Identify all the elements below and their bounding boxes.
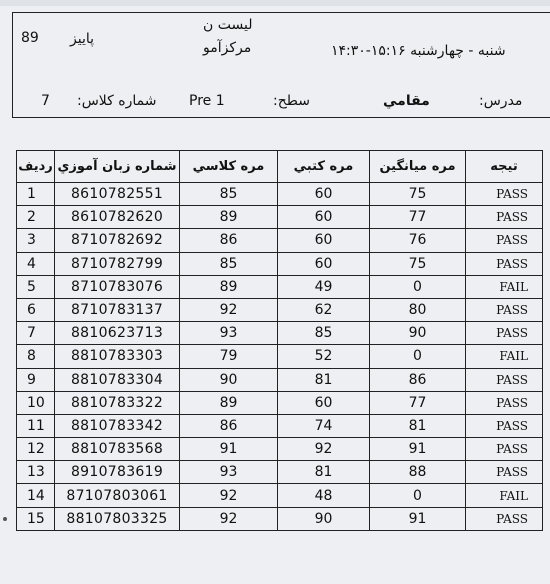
row-number-cell: 12 (17, 438, 55, 461)
table-row (17, 438, 543, 461)
class-number-value: 7 (41, 93, 50, 109)
row-number-cell: 14 (17, 484, 55, 507)
average-score-cell: 86 (370, 368, 466, 391)
table-row (17, 484, 543, 507)
result-cell: PASS (466, 322, 543, 345)
average-score-cell: 91 (370, 507, 466, 530)
table-row (17, 252, 543, 275)
average-score-cell: 75 (370, 183, 466, 206)
class-number-label: شماره کلاس: (77, 93, 157, 109)
table-row (17, 507, 543, 530)
table-row (17, 461, 543, 484)
row-number-cell: 7 (17, 322, 55, 345)
row-number-cell: 10 (17, 391, 55, 414)
table-row (17, 275, 543, 298)
table-row (17, 298, 543, 321)
row-number-cell: 9 (17, 368, 55, 391)
header-box (12, 12, 550, 118)
written-score-cell: 81 (278, 461, 370, 484)
written-score-cell: 74 (278, 414, 370, 437)
class-score-cell: 79 (180, 345, 278, 368)
student-id-cell: 8810783342 (55, 414, 180, 437)
written-score-cell: 92 (278, 438, 370, 461)
average-score-cell: 91 (370, 438, 466, 461)
result-cell: PASS (466, 368, 543, 391)
row-number-cell: 6 (17, 298, 55, 321)
result-cell: PASS (466, 438, 543, 461)
result-cell: PASS (466, 461, 543, 484)
student-id-cell: 8710782692 (55, 229, 180, 252)
class-score-cell: 89 (180, 391, 278, 414)
scan-edge (0, 0, 550, 6)
written-score-cell: 60 (278, 229, 370, 252)
written-score-cell: 60 (278, 183, 370, 206)
class-score-cell: 92 (180, 298, 278, 321)
class-score-cell: 90 (180, 368, 278, 391)
student-id-cell: 8710782799 (55, 252, 180, 275)
row-number-cell: 3 (17, 229, 55, 252)
average-score-cell: 90 (370, 322, 466, 345)
row-number-cell: 1 (17, 183, 55, 206)
table-body (17, 183, 543, 531)
average-score-cell: 77 (370, 391, 466, 414)
result-cell: PASS (466, 206, 543, 229)
class-score-cell: 86 (180, 229, 278, 252)
written-score-cell: 62 (278, 298, 370, 321)
average-score-cell: 81 (370, 414, 466, 437)
column-header-result: تيجه (466, 151, 543, 183)
result-cell: FAIL (466, 275, 543, 298)
table-row (17, 368, 543, 391)
written-score-cell: 48 (278, 484, 370, 507)
average-score-cell: 0 (370, 484, 466, 507)
written-score-cell: 81 (278, 368, 370, 391)
class-score-cell: 86 (180, 414, 278, 437)
average-score-cell: 76 (370, 229, 466, 252)
student-id-cell: 8710783076 (55, 275, 180, 298)
level-label: سطح: (273, 93, 310, 109)
student-id-cell: 8910783619 (55, 461, 180, 484)
class-score-cell: 91 (180, 438, 278, 461)
grades-table (16, 150, 543, 531)
average-score-cell: 0 (370, 345, 466, 368)
row-number-cell: 11 (17, 414, 55, 437)
class-score-cell: 89 (180, 206, 278, 229)
written-score-cell: 49 (278, 275, 370, 298)
table-row (17, 345, 543, 368)
column-header-average-score: مره ميانگين (370, 151, 466, 183)
teacher-label: مدرس: (479, 93, 523, 109)
result-cell: FAIL (466, 484, 543, 507)
student-id-cell: 8610782551 (55, 183, 180, 206)
result-cell: PASS (466, 391, 543, 414)
average-score-cell: 88 (370, 461, 466, 484)
written-score-cell: 90 (278, 507, 370, 530)
result-cell: PASS (466, 507, 543, 530)
result-cell: PASS (466, 183, 543, 206)
column-header-written-score: مره كتبي (278, 151, 370, 183)
student-id-cell: 8810783303 (55, 345, 180, 368)
written-score-cell: 52 (278, 345, 370, 368)
student-id-cell: 8710783137 (55, 298, 180, 321)
class-score-cell: 93 (180, 461, 278, 484)
level-value: Pre 1 (189, 93, 225, 109)
table-header-row (17, 151, 543, 183)
result-cell: PASS (466, 414, 543, 437)
table-row (17, 206, 543, 229)
column-header-class-score: مره كلاسي (180, 151, 278, 183)
class-score-cell: 85 (180, 183, 278, 206)
result-cell: FAIL (466, 345, 543, 368)
written-score-cell: 60 (278, 206, 370, 229)
student-id-cell: 8810783304 (55, 368, 180, 391)
class-score-cell: 92 (180, 507, 278, 530)
center-name: مرکزآمو (203, 40, 252, 56)
student-id-cell: 87107803061 (55, 484, 180, 507)
class-score-cell: 89 (180, 275, 278, 298)
row-number-cell: 5 (17, 275, 55, 298)
row-number-cell: 13 (17, 461, 55, 484)
class-score-cell: 85 (180, 252, 278, 275)
written-score-cell: 85 (278, 322, 370, 345)
table-row (17, 391, 543, 414)
column-header-row-number: ردیف (17, 151, 55, 183)
class-score-cell: 93 (180, 322, 278, 345)
written-score-cell: 60 (278, 252, 370, 275)
season: پاییز (70, 31, 95, 47)
schedule: شنبه - چهارشنبه ۱۵:۱۶-۱۴:۳۰ (331, 43, 506, 59)
column-header-student-id: شماره زبان آموزي (55, 151, 180, 183)
table-row (17, 322, 543, 345)
average-score-cell: 77 (370, 206, 466, 229)
scan-mark (3, 517, 7, 521)
row-number-cell: 2 (17, 206, 55, 229)
teacher-value: مقامي (383, 93, 430, 109)
result-cell: PASS (466, 252, 543, 275)
student-id-cell: 8610782620 (55, 206, 180, 229)
row-number-cell: 4 (17, 252, 55, 275)
student-id-cell: 8810783568 (55, 438, 180, 461)
table-row (17, 414, 543, 437)
course-code: 89 (21, 30, 39, 46)
written-score-cell: 60 (278, 391, 370, 414)
student-id-cell: 8810623713 (55, 322, 180, 345)
average-score-cell: 80 (370, 298, 466, 321)
student-id-cell: 88107803325 (55, 507, 180, 530)
average-score-cell: 75 (370, 252, 466, 275)
result-cell: PASS (466, 229, 543, 252)
class-score-cell: 92 (180, 484, 278, 507)
student-id-cell: 8810783322 (55, 391, 180, 414)
table-row (17, 183, 543, 206)
table-row (17, 229, 543, 252)
row-number-cell: 8 (17, 345, 55, 368)
result-cell: PASS (466, 298, 543, 321)
average-score-cell: 0 (370, 275, 466, 298)
row-number-cell: 15 (17, 507, 55, 530)
list-title: لیست ن (203, 17, 253, 33)
